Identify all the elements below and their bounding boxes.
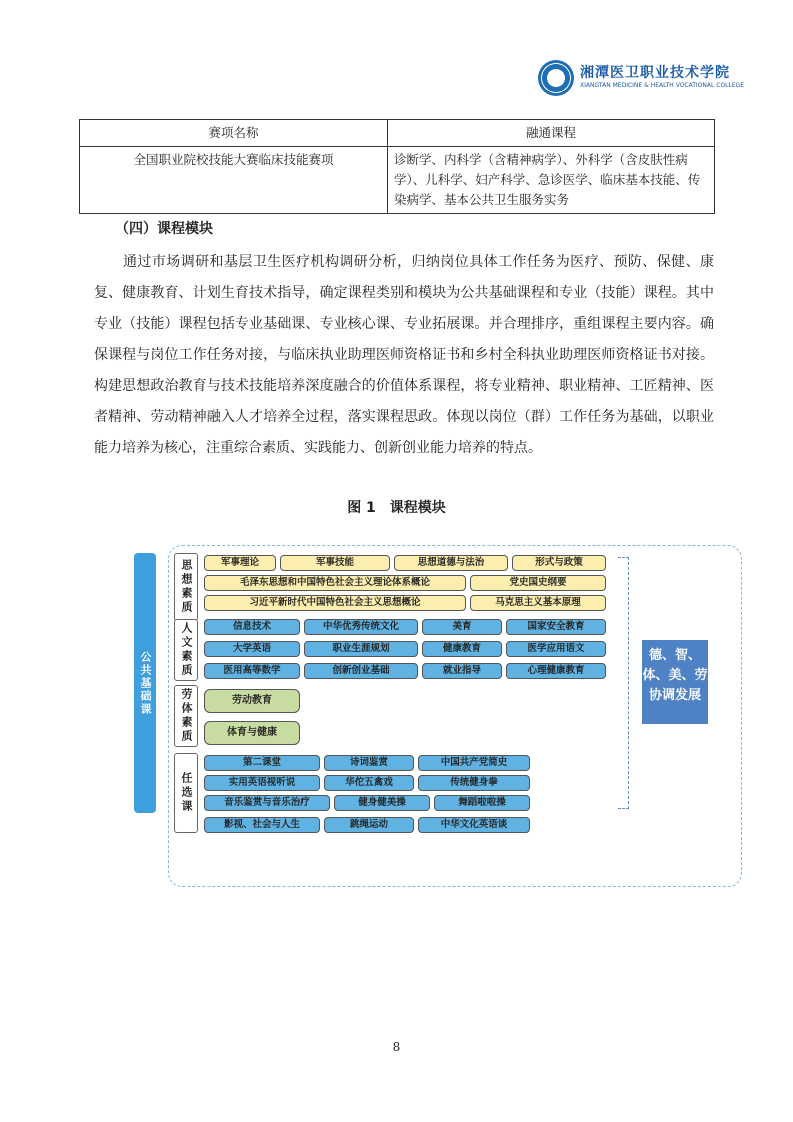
course-pill: 华佗五禽戏: [324, 775, 414, 791]
course-pill: 毛泽东思想和中国特色社会主义理论体系概论: [204, 575, 466, 591]
course-pill: 中华优秀传统文化: [304, 619, 418, 635]
course-pill: 影视、社会与人生: [204, 817, 320, 833]
course-pill: 劳动教育: [204, 689, 300, 713]
diagram-bracket: [618, 557, 629, 809]
header-courses: 融通课程: [388, 120, 715, 147]
course-pill: 大学英语: [204, 641, 300, 657]
body-paragraph: 通过市场调研和基层卫生医疗机构调研分析，归纳岗位具体工作任务为医疗、预防、保健、康复、健康教育、计划生育技术指导，确定课程类别和模块为公共基础课程和专业（技能）课程。其中专业（技能）课程包括专业基础课、专业核心课、专业拓展课。并合理排序，重组课程主要内容。确保课程与岗位工作任务对接，与临床执业助理医师资格证书和乡村全科执业助理医师资格证书对接。构建思想政治教育与技术技能培养深度融合的价值体系课程，将专业精神、职业精神、工匠精神、医者精神、劳动精神融入人才培养全过程，落实课程思政。体现以岗位（群）工作任务为基础，以职业能力培养为核心，注重综合素质、实践能力、创新创业能力培养的特点。: [94, 254, 714, 456]
course-pill: 马克思主义基本原理: [470, 595, 606, 611]
course-pill: 就业指导: [422, 663, 502, 679]
course-pill: 音乐鉴赏与音乐治疗: [204, 795, 330, 811]
course-pill: 心理健康教育: [506, 663, 606, 679]
course-module-diagram: [130, 545, 742, 890]
course-pill: 职业生涯规划: [304, 641, 418, 657]
college-logo: [538, 58, 745, 98]
category-bar: 公共基础课: [134, 553, 156, 813]
course-pill: 形式与政策: [512, 555, 606, 571]
course-pill: 传统健身拳: [418, 775, 530, 791]
college-emblem-icon: [538, 60, 574, 96]
course-pill: 信息技术: [204, 619, 300, 635]
course-pill: 医用高等数学: [204, 663, 300, 679]
header-competition: 赛项名称: [80, 120, 388, 147]
course-pill: 思想道德与法治: [394, 555, 508, 571]
course-pill: 健康教育: [422, 641, 502, 657]
course-pill: 军事技能: [280, 555, 390, 571]
course-pill: 医学应用语文: [506, 641, 606, 657]
course-pill: 创新创业基础: [304, 663, 418, 679]
course-pill: 第二课堂: [204, 755, 320, 771]
cell-competition: 全国职业院校技能大赛临床技能赛项: [80, 147, 388, 214]
course-pill: 美育: [422, 619, 502, 635]
course-pill: 诗词鉴赏: [324, 755, 414, 771]
course-pill: 习近平新时代中国特色社会主义思想概论: [204, 595, 466, 611]
table-header-row: [80, 120, 715, 147]
logo-chinese-name: 湘潭医卫职业技术学院: [580, 65, 730, 81]
figure-caption: 图 1 课程模块: [347, 500, 446, 516]
group-label-laoti: 劳体素质: [174, 685, 198, 747]
section-heading: （四）课程模块: [115, 221, 213, 237]
course-pill: 实用英语视听说: [204, 775, 320, 791]
course-pill: 舞蹈啦啦操: [434, 795, 530, 811]
result-box: 德、智、体、美、劳协调发展: [642, 640, 708, 724]
logo-english-name: XIANGTAN MEDICINE & HEALTH VOCATIONAL COLLEGE: [580, 82, 745, 89]
group-label-renxuan: 任选课: [174, 753, 198, 833]
course-pill: 跳绳运动: [324, 817, 414, 833]
page-number: 8: [392, 1040, 401, 1054]
course-pill: 中国共产党简史: [418, 755, 530, 771]
course-pill: 体育与健康: [204, 721, 300, 745]
course-pill: 国家安全教育: [506, 619, 606, 635]
group-label-sixiang: 思想素质: [174, 553, 198, 621]
course-pill: 中华文化英语谈: [418, 817, 530, 833]
course-pill: 健身健美操: [334, 795, 430, 811]
cell-courses: 诊断学、内科学（含精神病学）、外科学（含皮肤性病学）、儿科学、妇产科学、急诊医学、临床基本技能、传染病学、基本公共卫生服务实务: [388, 147, 715, 214]
group-label-renwen: 人文素质: [174, 619, 198, 681]
course-pill: 党史国史纲要: [470, 575, 606, 591]
competition-course-table: [79, 119, 715, 214]
table-row: [80, 147, 715, 214]
course-pill: 军事理论: [204, 555, 276, 571]
